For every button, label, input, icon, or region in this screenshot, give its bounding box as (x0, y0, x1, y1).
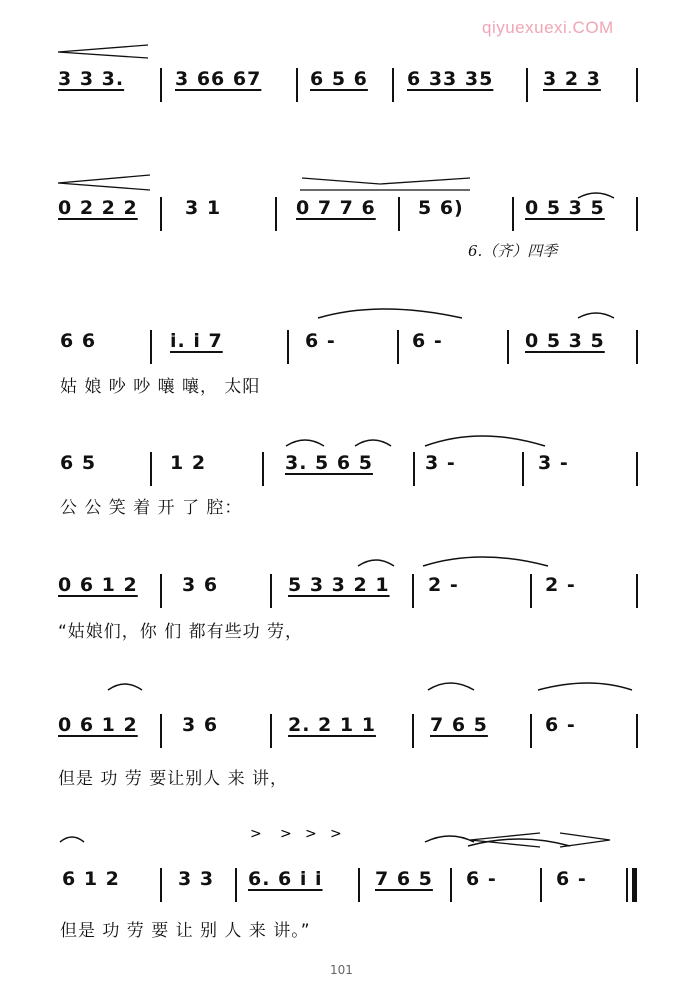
measure: 3 6 (182, 574, 219, 596)
measure: 2. 2 1 1 (288, 714, 376, 736)
svg-text:>: > (280, 826, 292, 842)
lyric-line: 公 公 笑 着 开 了 腔： (60, 498, 243, 518)
measure: 3 66 67 (175, 68, 262, 90)
measure: 2 - (428, 574, 459, 596)
slur-mark (108, 684, 142, 690)
hairpin-mark (58, 175, 150, 190)
measure: 5 6) (418, 197, 464, 219)
measure: 3 1 (185, 197, 222, 219)
measure: 2 - (545, 574, 576, 596)
measure: 6 - (412, 330, 443, 352)
measure: 0 5 3 5 (525, 330, 605, 352)
measure: 6. 6 i i (248, 868, 323, 890)
slur-mark (428, 683, 474, 690)
hairpin-mark (58, 45, 148, 58)
measure: 0 6 1 2 (58, 714, 138, 736)
measure: 3 - (425, 452, 456, 474)
tie-mark (425, 436, 545, 446)
measure: 3 3 3. (58, 68, 125, 90)
hairpin-mark (302, 178, 470, 184)
lyric-line: “姑娘们，你 们 都有些功 劳， (58, 622, 304, 642)
measure: 3 3 (178, 868, 215, 890)
measure: 6 33 35 (407, 68, 494, 90)
measure: 6 - (305, 330, 336, 352)
verse-label: 6.（齐）四季 (468, 242, 558, 260)
slur-mark (578, 313, 614, 318)
page-number: 101 (330, 963, 353, 977)
svg-text:>: > (305, 826, 317, 842)
measure: 6 1 2 (62, 868, 120, 890)
lyric-line: 但是 功 劳 要 让 别 人 来 讲。” (60, 921, 311, 941)
slur-mark (358, 560, 394, 566)
measure: i. i 7 (170, 330, 223, 352)
measure: 0 6 1 2 (58, 574, 138, 596)
lyric-line: 但是 功 劳 要让别人 来 讲， (58, 769, 289, 789)
slur-mark (538, 683, 632, 690)
measure: 5 3 3 2 1 (288, 574, 390, 596)
site-watermark: qiyuexuexi.COM (482, 18, 614, 37)
measure: 1 2 (170, 452, 207, 474)
slur-mark (60, 837, 84, 842)
svg-text:>: > (250, 826, 262, 842)
measure: 6 - (545, 714, 576, 736)
measure: 7 6 5 (375, 868, 433, 890)
svg-text:>: > (330, 826, 342, 842)
measure: 3 2 3 (543, 68, 601, 90)
slur-mark (286, 440, 324, 446)
measure: 6 5 (60, 452, 97, 474)
lyric-line: 姑 娘 吵 吵 嚷 嚷， 太阳 (60, 377, 261, 397)
measure: 6 6 (60, 330, 97, 352)
measure: 0 5 3 5 (525, 197, 605, 219)
tie-mark (423, 557, 548, 566)
slur-mark (355, 440, 391, 446)
measure: 6 - (466, 868, 497, 890)
measure: 7 6 5 (430, 714, 488, 736)
measure: 3. 5 6 5 (285, 452, 373, 474)
measure: 6 - (556, 868, 587, 890)
tie-mark (318, 309, 462, 318)
measure: 3 6 (182, 714, 219, 736)
measure: 3 - (538, 452, 569, 474)
slur-mark (425, 836, 474, 842)
measure: 0 2 2 2 (58, 197, 138, 219)
measure: 6 5 6 (310, 68, 368, 90)
measure: 0 7 7 6 (296, 197, 376, 219)
